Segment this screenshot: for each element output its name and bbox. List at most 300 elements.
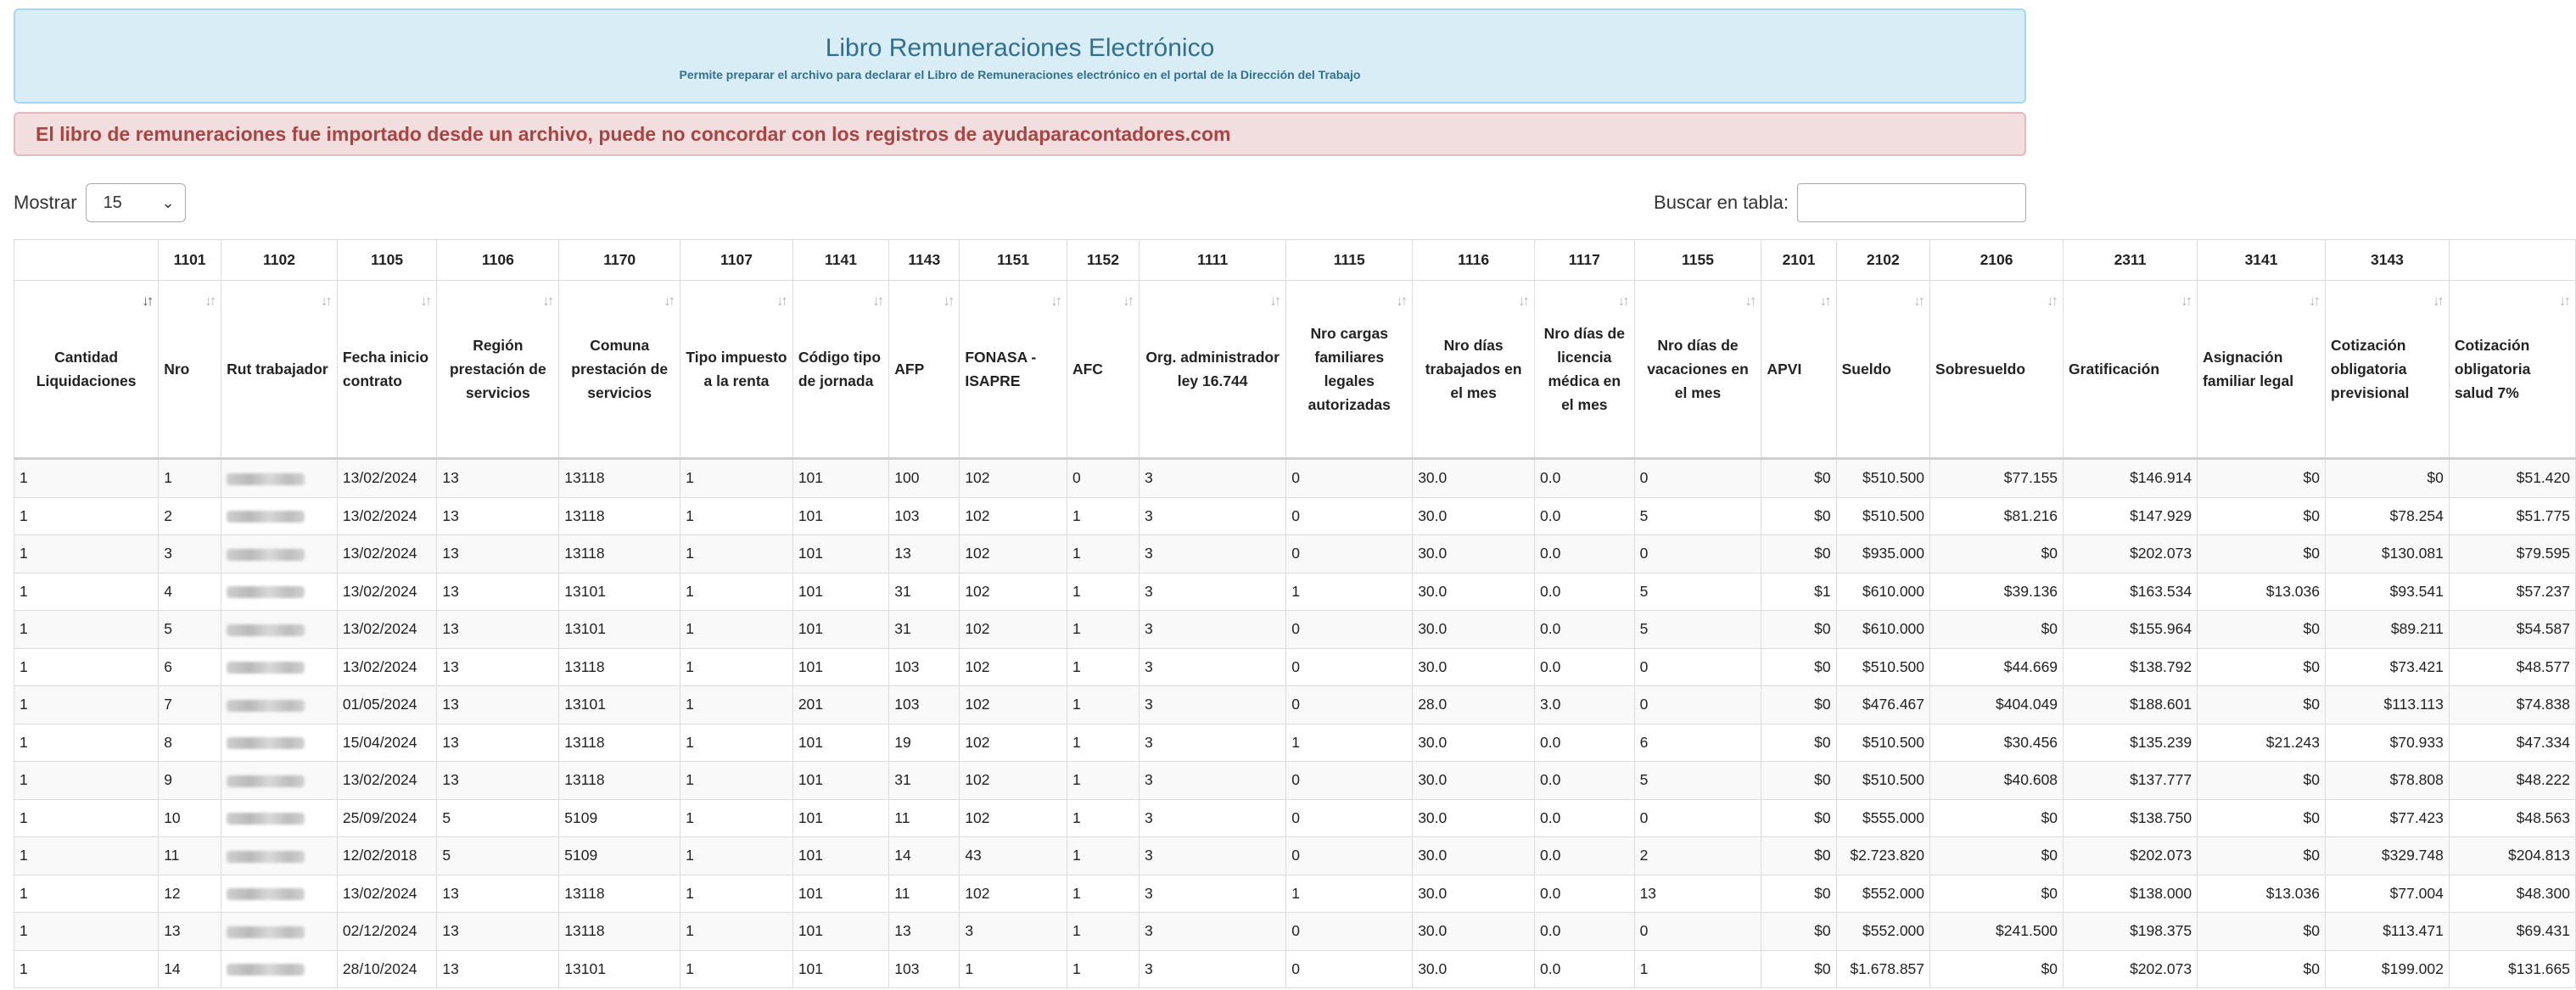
- column-header-label: Fecha inicio contrato: [342, 349, 429, 389]
- table-cell: 201: [792, 686, 888, 724]
- column-code: 1155: [1634, 240, 1761, 281]
- table-cell: 0: [1286, 762, 1413, 800]
- column-header[interactable]: [1535, 281, 1635, 459]
- table-cell: 0.0: [1535, 573, 1635, 611]
- table-cell: 0: [1634, 535, 1761, 573]
- column-header-label: Cotización obligatoria previsional: [2331, 337, 2410, 401]
- table-cell: 01/05/2024: [337, 686, 437, 724]
- table-cell: 13/02/2024: [337, 573, 437, 611]
- column-code: 1115: [1286, 240, 1413, 281]
- table-cell: $81.216: [1930, 497, 2064, 535]
- table-cell: 101: [792, 648, 888, 686]
- sort-icon[interactable]: ↓↑: [420, 293, 430, 309]
- table-cell: 1: [1067, 648, 1139, 686]
- table-cell: 13118: [559, 875, 680, 913]
- table-cell: 30.0: [1413, 535, 1535, 573]
- table-cell: 1: [1067, 573, 1139, 611]
- table-cell: 30.0: [1413, 875, 1535, 913]
- sort-icon[interactable]: ↓↑: [2309, 293, 2319, 309]
- table-cell: 13/02/2024: [337, 875, 437, 913]
- page-length-select[interactable]: [86, 183, 186, 222]
- table-row[interactable]: [14, 648, 2576, 686]
- table-cell: 3: [1140, 799, 1286, 837]
- table-cell: 13118: [559, 535, 680, 573]
- table-cell: 0.0: [1535, 875, 1635, 913]
- column-code: 1106: [437, 240, 559, 281]
- table-cell: 1: [14, 686, 159, 724]
- table-cell: $39.136: [1930, 573, 2064, 611]
- table-cell: 13/02/2024: [337, 762, 437, 800]
- column-header[interactable]: [2326, 281, 2450, 459]
- table-cell: $54.587: [2449, 611, 2575, 649]
- table-cell: 2: [159, 497, 221, 535]
- column-header[interactable]: [792, 281, 888, 459]
- table-cell: 1: [159, 459, 221, 498]
- column-header-label: Código tipo de jornada: [798, 349, 882, 389]
- sort-icon[interactable]: ↓↑: [664, 293, 674, 309]
- column-header[interactable]: [1634, 281, 1761, 459]
- table-cell: 30.0: [1413, 724, 1535, 762]
- table-cell: $131.665: [2449, 950, 2575, 988]
- table-cell: $155.964: [2064, 611, 2198, 649]
- table-cell: $13.036: [2198, 875, 2326, 913]
- table-cell: 1: [680, 611, 793, 649]
- column-header-label: AFP: [894, 361, 925, 378]
- table-cell: $0: [1761, 950, 1836, 988]
- table-cell: 11: [159, 837, 221, 875]
- table-cell: 102: [960, 875, 1067, 913]
- sort-icon[interactable]: ↓↑: [2181, 293, 2191, 309]
- table-cell: 101: [792, 497, 888, 535]
- table-cell: 28/10/2024: [337, 950, 437, 988]
- table-cell: 13118: [559, 762, 680, 800]
- column-header[interactable]: [1140, 281, 1286, 459]
- table-cell: $204.813: [2449, 837, 2575, 875]
- table-row[interactable]: [14, 535, 2576, 573]
- sort-icon[interactable]: ↓↑: [872, 293, 882, 309]
- table-cell: 100: [889, 459, 960, 498]
- table-cell: $0: [1761, 535, 1836, 573]
- table-cell: [221, 799, 338, 837]
- table-cell: 0: [1286, 611, 1413, 649]
- table-cell: $329.748: [2326, 837, 2450, 875]
- table-cell: $47.334: [2449, 724, 2575, 762]
- table-row[interactable]: [14, 913, 2576, 951]
- table-cell: 0.0: [1535, 762, 1635, 800]
- table-cell: 101: [792, 535, 888, 573]
- table-cell: 30.0: [1413, 837, 1535, 875]
- table-cell: 0: [1286, 648, 1413, 686]
- table-cell: 13: [889, 535, 960, 573]
- column-code: [2449, 240, 2575, 281]
- table-cell: 15/04/2024: [337, 724, 437, 762]
- column-code: 1170: [559, 240, 680, 281]
- table-cell: 13/02/2024: [337, 459, 437, 498]
- sort-icon[interactable]: ↓↑: [943, 293, 953, 309]
- table-cell: 1: [1286, 875, 1413, 913]
- table-cell: 3: [1140, 762, 1286, 800]
- table-cell: 13/02/2024: [337, 648, 437, 686]
- table-cell: 5: [1634, 497, 1761, 535]
- table-row[interactable]: [14, 762, 2576, 800]
- table-cell: 3: [1140, 724, 1286, 762]
- table-cell: 103: [889, 686, 960, 724]
- chevron-down-icon: ⌄: [161, 193, 175, 211]
- table-cell: 3: [1140, 535, 1286, 573]
- table-cell: 1: [14, 724, 159, 762]
- table-row[interactable]: [14, 459, 2576, 498]
- table-cell: 0: [1634, 686, 1761, 724]
- table-cell: 13: [437, 535, 559, 573]
- table-cell: 13/02/2024: [337, 535, 437, 573]
- table-cell: 8: [159, 724, 221, 762]
- column-header-label: APVI: [1767, 361, 1802, 378]
- table-cell: $198.375: [2064, 913, 2198, 951]
- table-cell: 5: [1634, 573, 1761, 611]
- table-cell: 13118: [559, 724, 680, 762]
- table-cell: $0: [1930, 875, 2064, 913]
- table-cell: $188.601: [2064, 686, 2198, 724]
- table-cell: 1: [1067, 535, 1139, 573]
- table-cell: 3: [1140, 686, 1286, 724]
- table-cell: 1: [1067, 762, 1139, 800]
- table-cell: 0.0: [1535, 837, 1635, 875]
- table-cell: 1: [1067, 913, 1139, 951]
- column-code: 1152: [1067, 240, 1139, 281]
- table-container: [14, 239, 2570, 990]
- table-cell: $93.541: [2326, 573, 2450, 611]
- table-cell: 5: [437, 799, 559, 837]
- column-header[interactable]: [1067, 281, 1139, 459]
- table-cell: 101: [792, 724, 888, 762]
- table-cell: $48.300: [2449, 875, 2575, 913]
- table-cell: 30.0: [1413, 950, 1535, 988]
- table-cell: $69.431: [2449, 913, 2575, 951]
- table-cell: 13101: [559, 611, 680, 649]
- sort-icon[interactable]: ↓↑: [542, 293, 552, 309]
- column-header-label: Comuna prestación de servicios: [571, 337, 669, 401]
- table-cell: 3: [1140, 611, 1286, 649]
- table-row[interactable]: [14, 875, 2576, 913]
- table-cell: 1: [1067, 724, 1139, 762]
- table-row[interactable]: [14, 686, 2576, 724]
- table-cell: 10: [159, 799, 221, 837]
- table-cell: $78.808: [2326, 762, 2450, 800]
- table-cell: $202.073: [2064, 535, 2198, 573]
- table-cell: 3: [1140, 950, 1286, 988]
- redacted-rut: [227, 851, 305, 863]
- sort-icon[interactable]: ↓↑: [1518, 293, 1528, 309]
- table-cell: 30.0: [1413, 799, 1535, 837]
- table-cell: $48.222: [2449, 762, 2575, 800]
- table-cell: 3: [1140, 648, 1286, 686]
- table-cell: $0: [2198, 913, 2326, 951]
- table-cell: $77.423: [2326, 799, 2450, 837]
- column-header[interactable]: [2198, 281, 2326, 459]
- table-cell: $0: [2326, 459, 2450, 498]
- sort-icon[interactable]: ↓↑: [776, 293, 786, 309]
- sort-icon[interactable]: ↓↑: [1050, 293, 1060, 309]
- table-cell: 13: [437, 762, 559, 800]
- table-cell: 13118: [559, 497, 680, 535]
- column-header-label: Nro días de vacaciones en el mes: [1647, 337, 1749, 401]
- table-cell: 31: [889, 611, 960, 649]
- sort-icon[interactable]: ↓↑: [204, 293, 215, 309]
- column-header-label: Cantidad Liquidaciones: [36, 349, 137, 389]
- table-cell: [221, 724, 338, 762]
- table-cell: 1: [1286, 573, 1413, 611]
- sort-icon[interactable]: ↓↑: [320, 293, 330, 309]
- table-cell: $21.243: [2198, 724, 2326, 762]
- table-cell: 13: [437, 459, 559, 498]
- table-cell: 31: [889, 762, 960, 800]
- table-cell: $77.004: [2326, 875, 2450, 913]
- table-cell: 1: [1286, 724, 1413, 762]
- table-cell: 3.0: [1535, 686, 1635, 724]
- redacted-rut: [227, 775, 305, 787]
- table-cell: $0: [1761, 837, 1836, 875]
- table-cell: $0: [1761, 611, 1836, 649]
- table-cell: $0: [2198, 497, 2326, 535]
- table-row[interactable]: [14, 724, 2576, 762]
- table-cell: 1: [680, 950, 793, 988]
- table-cell: 0.0: [1535, 459, 1635, 498]
- column-code: 2101: [1761, 240, 1836, 281]
- table-row[interactable]: [14, 497, 2576, 535]
- column-header[interactable]: [960, 281, 1067, 459]
- table-cell: 3: [1140, 875, 1286, 913]
- table-cell: 13101: [559, 686, 680, 724]
- sort-icon[interactable]: ↓↑: [1123, 293, 1133, 309]
- table-cell: $510.500: [1836, 648, 1929, 686]
- table-cell: 13: [437, 950, 559, 988]
- table-cell: 2: [1634, 837, 1761, 875]
- table-cell: 0: [1286, 535, 1413, 573]
- column-header-label: Cotización obligatoria salud 7%: [2454, 337, 2531, 401]
- table-cell: 1: [14, 875, 159, 913]
- table-cell: 101: [792, 950, 888, 988]
- table-cell: 13: [437, 497, 559, 535]
- table-row[interactable]: [14, 611, 2576, 649]
- table-cell: 12/02/2018: [337, 837, 437, 875]
- table-row[interactable]: [14, 573, 2576, 611]
- table-cell: 28.0: [1413, 686, 1535, 724]
- table-cell: $163.534: [2064, 573, 2198, 611]
- table-row[interactable]: [14, 799, 2576, 837]
- table-row[interactable]: [14, 950, 2576, 988]
- table-cell: 1: [680, 875, 793, 913]
- table-cell: $0: [2198, 799, 2326, 837]
- column-header[interactable]: [337, 281, 437, 459]
- redacted-rut: [227, 926, 305, 938]
- column-header[interactable]: [221, 281, 338, 459]
- sort-icon[interactable]: ↓↑: [2432, 293, 2442, 309]
- table-cell: [221, 875, 338, 913]
- table-cell: $138.750: [2064, 799, 2198, 837]
- column-codes-row: [14, 240, 2576, 281]
- table-cell: 0.0: [1535, 648, 1635, 686]
- table-cell: [221, 837, 338, 875]
- table-cell: 1: [1067, 611, 1139, 649]
- table-cell: 19: [889, 724, 960, 762]
- column-header[interactable]: [1286, 281, 1413, 459]
- table-cell: 0.0: [1535, 913, 1635, 951]
- table-cell: 1: [680, 573, 793, 611]
- column-header[interactable]: [680, 281, 793, 459]
- column-header-label: Asignación familiar legal: [2203, 349, 2294, 389]
- table-cell: 1: [1067, 950, 1139, 988]
- table-cell: $0: [2198, 762, 2326, 800]
- column-code: 1141: [792, 240, 888, 281]
- sort-icon[interactable]: ↓↑: [1396, 293, 1406, 309]
- page-subtitle: Permite preparar el archivo para declarar el Libro de Remuneraciones electrónico en el portal de la Dirección del Trabajo: [679, 68, 1361, 81]
- table-cell: 13118: [559, 913, 680, 951]
- table-cell: 102: [960, 648, 1067, 686]
- table-row[interactable]: [14, 837, 2576, 875]
- table-cell: 13118: [559, 459, 680, 498]
- column-header[interactable]: [559, 281, 680, 459]
- table-cell: 14: [889, 837, 960, 875]
- table-cell: $510.500: [1836, 459, 1929, 498]
- table-cell: [221, 573, 338, 611]
- column-header[interactable]: [889, 281, 960, 459]
- table-cell: 3: [960, 913, 1067, 951]
- table-cell: $74.838: [2449, 686, 2575, 724]
- sort-icon[interactable]: ↓↑: [1617, 293, 1627, 309]
- sort-icon[interactable]: ↓↑: [1819, 293, 1829, 309]
- sort-icon[interactable]: ↓↑: [2559, 293, 2568, 309]
- table-cell: 102: [960, 459, 1067, 498]
- table-cell: 13: [437, 913, 559, 951]
- table-cell: 6: [159, 648, 221, 686]
- table-cell: 13: [437, 611, 559, 649]
- table-cell: 1: [680, 724, 793, 762]
- table-cell: 5: [1634, 611, 1761, 649]
- table-cell: 0.0: [1535, 950, 1635, 988]
- table-cell: 25/09/2024: [337, 799, 437, 837]
- column-header[interactable]: [159, 281, 221, 459]
- table-cell: $0: [2198, 837, 2326, 875]
- table-cell: 3: [1140, 459, 1286, 498]
- table-cell: $48.563: [2449, 799, 2575, 837]
- table-cell: 1: [14, 573, 159, 611]
- redacted-rut: [227, 586, 305, 598]
- table-cell: $30.456: [1930, 724, 2064, 762]
- column-code: 1111: [1140, 240, 1286, 281]
- table-cell: 1: [680, 799, 793, 837]
- table-cell: 4: [159, 573, 221, 611]
- table-cell: 1: [14, 497, 159, 535]
- sort-icon[interactable]: ↓↑: [1913, 293, 1924, 309]
- table-cell: 101: [792, 611, 888, 649]
- table-cell: $138.000: [2064, 875, 2198, 913]
- table-cell: $0: [1761, 497, 1836, 535]
- column-code: 1143: [889, 240, 960, 281]
- table-cell: 1: [680, 497, 793, 535]
- table-cell: $199.002: [2326, 950, 2450, 988]
- column-header-label: Nro: [164, 361, 190, 378]
- table-cell: $476.467: [1836, 686, 1929, 724]
- table-cell: 1: [1067, 837, 1139, 875]
- table-cell: 1: [680, 913, 793, 951]
- table-cell: $138.792: [2064, 648, 2198, 686]
- column-header-label: Tipo impuesto a la renta: [686, 349, 787, 389]
- table-cell: 5: [1634, 762, 1761, 800]
- column-header[interactable]: [437, 281, 559, 459]
- table-cell: 13101: [559, 950, 680, 988]
- table-cell: 0: [1286, 459, 1413, 498]
- table-cell: 3: [159, 535, 221, 573]
- table-cell: 103: [889, 497, 960, 535]
- redacted-rut: [227, 964, 305, 976]
- table-cell: [221, 762, 338, 800]
- table-cell: 102: [960, 799, 1067, 837]
- table-cell: $0: [2198, 535, 2326, 573]
- table-cell: $510.500: [1836, 497, 1929, 535]
- table-cell: $57.237: [2449, 573, 2575, 611]
- table-cell: $78.254: [2326, 497, 2450, 535]
- table-cell: 1: [14, 611, 159, 649]
- sort-icon[interactable]: ↓↑: [1269, 293, 1280, 309]
- column-header[interactable]: [1413, 281, 1535, 459]
- column-header[interactable]: [1836, 281, 1929, 459]
- table-cell: 13: [889, 913, 960, 951]
- redacted-rut: [227, 737, 305, 749]
- table-cell: 30.0: [1413, 762, 1535, 800]
- table-cell: 1: [680, 837, 793, 875]
- table-cell: 13: [159, 913, 221, 951]
- table-cell: $0: [1761, 686, 1836, 724]
- sort-icon[interactable]: ↓↑: [1744, 293, 1755, 309]
- table-cell: 0: [1286, 837, 1413, 875]
- column-header-label: Nro cargas familiares legales autorizadas: [1308, 325, 1391, 413]
- column-headers-row: [14, 281, 2576, 459]
- table-cell: 1: [1634, 950, 1761, 988]
- table-cell: 102: [960, 573, 1067, 611]
- table-cell: 0: [1286, 497, 1413, 535]
- table-cell: $241.500: [1930, 913, 2064, 951]
- column-header-label: Nro días trabajados en el mes: [1425, 337, 1522, 401]
- table-cell: $0: [1761, 724, 1836, 762]
- table-cell: $1.678.857: [1836, 950, 1929, 988]
- table-cell: 13: [437, 648, 559, 686]
- redacted-rut: [227, 888, 305, 900]
- table-cell: 13: [437, 686, 559, 724]
- table-cell: $202.073: [2064, 837, 2198, 875]
- table-cell: $13.036: [2198, 573, 2326, 611]
- table-cell: $146.914: [2064, 459, 2198, 498]
- column-header[interactable]: [2064, 281, 2198, 459]
- column-header[interactable]: [1761, 281, 1836, 459]
- column-header[interactable]: [14, 281, 159, 459]
- table-cell: 13/02/2024: [337, 611, 437, 649]
- column-header[interactable]: [2449, 281, 2575, 459]
- column-header[interactable]: [1930, 281, 2064, 459]
- search-input[interactable]: [1797, 183, 2026, 222]
- table-cell: 13: [437, 573, 559, 611]
- sort-icon[interactable]: ↓↑: [2047, 293, 2057, 309]
- table-cell: 0.0: [1535, 611, 1635, 649]
- column-code: 1101: [159, 240, 221, 281]
- sort-icon[interactable]: ↓↑: [142, 293, 152, 309]
- table-cell: $89.211: [2326, 611, 2450, 649]
- table-cell: $2.723.820: [1836, 837, 1929, 875]
- table-cell: $113.113: [2326, 686, 2450, 724]
- table-cell: 0.0: [1535, 535, 1635, 573]
- table-cell: 5: [159, 611, 221, 649]
- table-cell: 3: [1140, 837, 1286, 875]
- table-cell: 0: [1286, 686, 1413, 724]
